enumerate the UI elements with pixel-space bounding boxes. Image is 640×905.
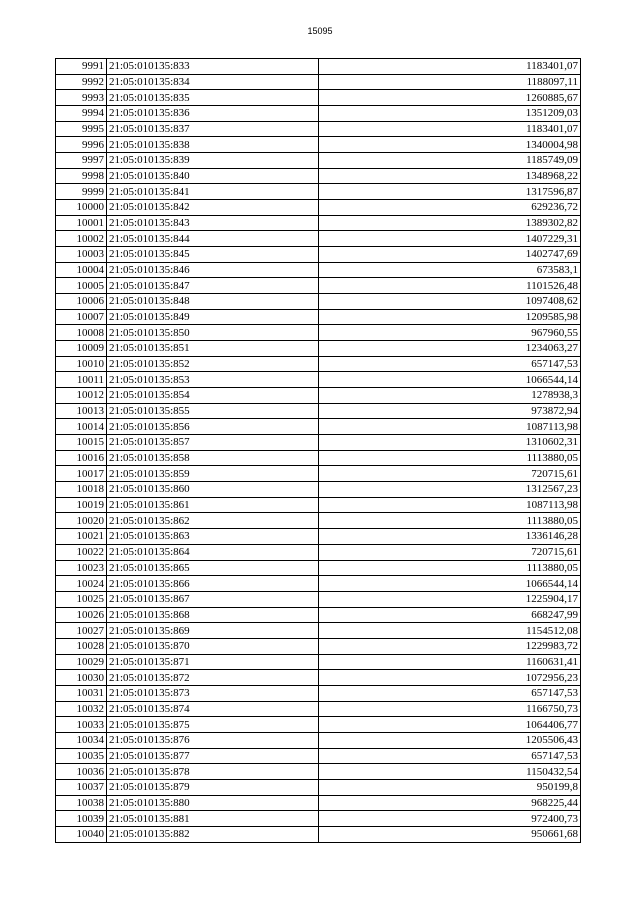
table-row — [56, 607, 581, 623]
cadastral-number-cell: 21:05:010135:841 — [107, 184, 319, 200]
row-number-cell: 10036 — [56, 764, 107, 780]
table-row — [56, 623, 581, 639]
cadastral-number-cell: 21:05:010135:850 — [107, 325, 319, 341]
cadastral-number-cell: 21:05:010135:842 — [107, 200, 319, 216]
table-row — [56, 764, 581, 780]
row-number-cell: 10025 — [56, 591, 107, 607]
row-number-cell: 10010 — [56, 356, 107, 372]
table-row — [56, 262, 581, 278]
row-number-cell: 10019 — [56, 497, 107, 513]
cadastral-number-cell: 21:05:010135:846 — [107, 262, 319, 278]
table-row — [56, 435, 581, 451]
table-row — [56, 513, 581, 529]
row-number-cell: 9993 — [56, 90, 107, 106]
cadastral-value-cell: 668247,99 — [319, 607, 581, 623]
table-row — [56, 560, 581, 576]
table-row — [56, 200, 581, 216]
cadastral-number-cell: 21:05:010135:858 — [107, 450, 319, 466]
row-number-cell: 9997 — [56, 153, 107, 169]
cadastral-number-cell: 21:05:010135:852 — [107, 356, 319, 372]
cadastral-number-cell: 21:05:010135:862 — [107, 513, 319, 529]
cadastral-value-cell: 1310602,31 — [319, 435, 581, 451]
table-row — [56, 106, 581, 122]
table-row — [56, 811, 581, 827]
cadastral-number-cell: 21:05:010135:868 — [107, 607, 319, 623]
cadastral-number-cell: 21:05:010135:872 — [107, 670, 319, 686]
row-number-cell: 10016 — [56, 450, 107, 466]
cadastral-number-cell: 21:05:010135:882 — [107, 826, 319, 842]
row-number-cell: 9994 — [56, 106, 107, 122]
cadastral-value-cell: 1183401,07 — [319, 59, 581, 75]
row-number-cell: 10035 — [56, 748, 107, 764]
cadastral-value-cell: 657147,53 — [319, 685, 581, 701]
row-number-cell: 9996 — [56, 137, 107, 153]
cadastral-value-cell: 657147,53 — [319, 748, 581, 764]
row-number-cell: 10030 — [56, 670, 107, 686]
row-number-cell: 10038 — [56, 795, 107, 811]
table-row — [56, 826, 581, 842]
table-row — [56, 576, 581, 592]
row-number-cell: 10031 — [56, 685, 107, 701]
cadastral-number-cell: 21:05:010135:836 — [107, 106, 319, 122]
cadastral-number-cell: 21:05:010135:865 — [107, 560, 319, 576]
table-row — [56, 356, 581, 372]
cadastral-number-cell: 21:05:010135:860 — [107, 482, 319, 498]
cadastral-value-cell: 968225,44 — [319, 795, 581, 811]
row-number-cell: 9998 — [56, 168, 107, 184]
cadastral-value-cell: 1407229,31 — [319, 231, 581, 247]
row-number-cell: 10002 — [56, 231, 107, 247]
row-number-cell: 10005 — [56, 278, 107, 294]
table-row — [56, 685, 581, 701]
row-number-cell: 10018 — [56, 482, 107, 498]
table-row — [56, 184, 581, 200]
cadastral-number-cell: 21:05:010135:876 — [107, 732, 319, 748]
cadastral-value-cell: 1185749,09 — [319, 153, 581, 169]
table-row — [56, 231, 581, 247]
row-number-cell: 10029 — [56, 654, 107, 670]
cadastral-number-cell: 21:05:010135:881 — [107, 811, 319, 827]
table-row — [56, 795, 581, 811]
cadastral-number-cell: 21:05:010135:834 — [107, 74, 319, 90]
cadastral-number-cell: 21:05:010135:869 — [107, 623, 319, 639]
cadastral-value-cell: 1183401,07 — [319, 121, 581, 137]
table-row — [56, 388, 581, 404]
table-row — [56, 215, 581, 231]
row-number-cell: 10024 — [56, 576, 107, 592]
table-row — [56, 591, 581, 607]
page-number: 15095 — [307, 26, 333, 36]
cadastral-value-cell: 1066544,14 — [319, 372, 581, 388]
table-row — [56, 294, 581, 310]
table-body — [56, 59, 581, 843]
table-row — [56, 732, 581, 748]
table-row — [56, 544, 581, 560]
table-row — [56, 247, 581, 263]
row-number-cell: 10027 — [56, 623, 107, 639]
table-row — [56, 779, 581, 795]
cadastral-value-cell: 973872,94 — [319, 403, 581, 419]
row-number-cell: 9991 — [56, 59, 107, 75]
cadastral-number-cell: 21:05:010135:843 — [107, 215, 319, 231]
cadastral-number-cell: 21:05:010135:867 — [107, 591, 319, 607]
cadastral-value-table — [55, 58, 581, 843]
table-row — [56, 654, 581, 670]
row-number-cell: 10015 — [56, 435, 107, 451]
row-number-cell: 10020 — [56, 513, 107, 529]
cadastral-value-cell: 1317596,87 — [319, 184, 581, 200]
cadastral-value-cell: 720715,61 — [319, 544, 581, 560]
table-row — [56, 372, 581, 388]
cadastral-value-cell: 1064406,77 — [319, 717, 581, 733]
cadastral-value-cell: 972400,73 — [319, 811, 581, 827]
table-row — [56, 482, 581, 498]
cadastral-number-cell: 21:05:010135:848 — [107, 294, 319, 310]
table-row — [56, 168, 581, 184]
row-number-cell: 10004 — [56, 262, 107, 278]
cadastral-value-cell: 1101526,48 — [319, 278, 581, 294]
cadastral-number-cell: 21:05:010135:875 — [107, 717, 319, 733]
table-row — [56, 137, 581, 153]
table-row — [56, 701, 581, 717]
table-row — [56, 419, 581, 435]
row-number-cell: 10040 — [56, 826, 107, 842]
row-number-cell: 10033 — [56, 717, 107, 733]
cadastral-value-cell: 1348968,22 — [319, 168, 581, 184]
cadastral-number-cell: 21:05:010135:854 — [107, 388, 319, 404]
row-number-cell: 10001 — [56, 215, 107, 231]
cadastral-value-cell: 1072956,23 — [319, 670, 581, 686]
cadastral-value-cell: 1229983,72 — [319, 638, 581, 654]
cadastral-value-cell: 1225904,17 — [319, 591, 581, 607]
row-number-cell: 10003 — [56, 247, 107, 263]
cadastral-value-cell: 1234063,27 — [319, 341, 581, 357]
cadastral-value-cell: 720715,61 — [319, 466, 581, 482]
cadastral-value-cell: 1113880,05 — [319, 560, 581, 576]
cadastral-value-cell: 1312567,23 — [319, 482, 581, 498]
cadastral-number-cell: 21:05:010135:851 — [107, 341, 319, 357]
table-row — [56, 466, 581, 482]
row-number-cell: 10023 — [56, 560, 107, 576]
table-row — [56, 748, 581, 764]
cadastral-value-cell: 967960,55 — [319, 325, 581, 341]
table-row — [56, 325, 581, 341]
row-number-cell: 10032 — [56, 701, 107, 717]
table-row — [56, 497, 581, 513]
cadastral-value-cell: 1260885,67 — [319, 90, 581, 106]
row-number-cell: 10012 — [56, 388, 107, 404]
table-row — [56, 153, 581, 169]
cadastral-value-cell: 1188097,11 — [319, 74, 581, 90]
row-number-cell: 10008 — [56, 325, 107, 341]
table-row — [56, 670, 581, 686]
table-row — [56, 309, 581, 325]
cadastral-value-cell: 1113880,05 — [319, 513, 581, 529]
cadastral-value-cell: 673583,1 — [319, 262, 581, 278]
row-number-cell: 10028 — [56, 638, 107, 654]
cadastral-number-cell: 21:05:010135:835 — [107, 90, 319, 106]
cadastral-number-cell: 21:05:010135:864 — [107, 544, 319, 560]
row-number-cell: 10034 — [56, 732, 107, 748]
cadastral-value-cell: 1066544,14 — [319, 576, 581, 592]
cadastral-value-cell: 1113880,05 — [319, 450, 581, 466]
cadastral-value-cell: 950199,8 — [319, 779, 581, 795]
cadastral-number-cell: 21:05:010135:856 — [107, 419, 319, 435]
cadastral-number-cell: 21:05:010135:855 — [107, 403, 319, 419]
row-number-cell: 10013 — [56, 403, 107, 419]
cadastral-value-cell: 1340004,98 — [319, 137, 581, 153]
row-number-cell: 10021 — [56, 529, 107, 545]
row-number-cell: 9999 — [56, 184, 107, 200]
table-row — [56, 59, 581, 75]
cadastral-number-cell: 21:05:010135:849 — [107, 309, 319, 325]
cadastral-number-cell: 21:05:010135:837 — [107, 121, 319, 137]
cadastral-number-cell: 21:05:010135:859 — [107, 466, 319, 482]
cadastral-number-cell: 21:05:010135:847 — [107, 278, 319, 294]
cadastral-number-cell: 21:05:010135:839 — [107, 153, 319, 169]
cadastral-number-cell: 21:05:010135:874 — [107, 701, 319, 717]
cadastral-number-cell: 21:05:010135:863 — [107, 529, 319, 545]
cadastral-number-cell: 21:05:010135:838 — [107, 137, 319, 153]
table-row — [56, 450, 581, 466]
cadastral-number-cell: 21:05:010135:844 — [107, 231, 319, 247]
row-number-cell: 10037 — [56, 779, 107, 795]
table-row — [56, 638, 581, 654]
row-number-cell: 10022 — [56, 544, 107, 560]
table-row — [56, 341, 581, 357]
cadastral-value-cell: 1166750,73 — [319, 701, 581, 717]
cadastral-number-cell: 21:05:010135:845 — [107, 247, 319, 263]
table-row — [56, 717, 581, 733]
row-number-cell: 9992 — [56, 74, 107, 90]
cadastral-value-cell: 1351209,03 — [319, 106, 581, 122]
cadastral-value-cell: 1154512,08 — [319, 623, 581, 639]
row-number-cell: 9995 — [56, 121, 107, 137]
cadastral-value-cell: 629236,72 — [319, 200, 581, 216]
cadastral-value-cell: 657147,53 — [319, 356, 581, 372]
row-number-cell: 10006 — [56, 294, 107, 310]
cadastral-value-cell: 1087113,98 — [319, 419, 581, 435]
table-row — [56, 121, 581, 137]
row-number-cell: 10017 — [56, 466, 107, 482]
cadastral-number-cell: 21:05:010135:871 — [107, 654, 319, 670]
cadastral-value-cell: 1150432,54 — [319, 764, 581, 780]
table-row — [56, 403, 581, 419]
cadastral-number-cell: 21:05:010135:880 — [107, 795, 319, 811]
cadastral-value-cell: 1097408,62 — [319, 294, 581, 310]
table-row — [56, 529, 581, 545]
row-number-cell: 10000 — [56, 200, 107, 216]
cadastral-value-cell: 1336146,28 — [319, 529, 581, 545]
row-number-cell: 10011 — [56, 372, 107, 388]
cadastral-value-cell: 1278938,3 — [319, 388, 581, 404]
cadastral-value-cell: 1402747,69 — [319, 247, 581, 263]
cadastral-number-cell: 21:05:010135:879 — [107, 779, 319, 795]
cadastral-number-cell: 21:05:010135:853 — [107, 372, 319, 388]
cadastral-value-cell: 1087113,98 — [319, 497, 581, 513]
cadastral-number-cell: 21:05:010135:861 — [107, 497, 319, 513]
row-number-cell: 10026 — [56, 607, 107, 623]
cadastral-value-cell: 1160631,41 — [319, 654, 581, 670]
cadastral-number-cell: 21:05:010135:840 — [107, 168, 319, 184]
cadastral-value-cell: 1209585,98 — [319, 309, 581, 325]
cadastral-number-cell: 21:05:010135:878 — [107, 764, 319, 780]
table-row — [56, 74, 581, 90]
table-row — [56, 278, 581, 294]
cadastral-number-cell: 21:05:010135:866 — [107, 576, 319, 592]
cadastral-value-cell: 1389302,82 — [319, 215, 581, 231]
row-number-cell: 10007 — [56, 309, 107, 325]
row-number-cell: 10009 — [56, 341, 107, 357]
cadastral-number-cell: 21:05:010135:873 — [107, 685, 319, 701]
cadastral-value-cell: 950661,68 — [319, 826, 581, 842]
cadastral-number-cell: 21:05:010135:870 — [107, 638, 319, 654]
cadastral-value-cell: 1205506,43 — [319, 732, 581, 748]
cadastral-number-cell: 21:05:010135:877 — [107, 748, 319, 764]
table-row — [56, 90, 581, 106]
row-number-cell: 10014 — [56, 419, 107, 435]
row-number-cell: 10039 — [56, 811, 107, 827]
cadastral-number-cell: 21:05:010135:857 — [107, 435, 319, 451]
cadastral-number-cell: 21:05:010135:833 — [107, 59, 319, 75]
